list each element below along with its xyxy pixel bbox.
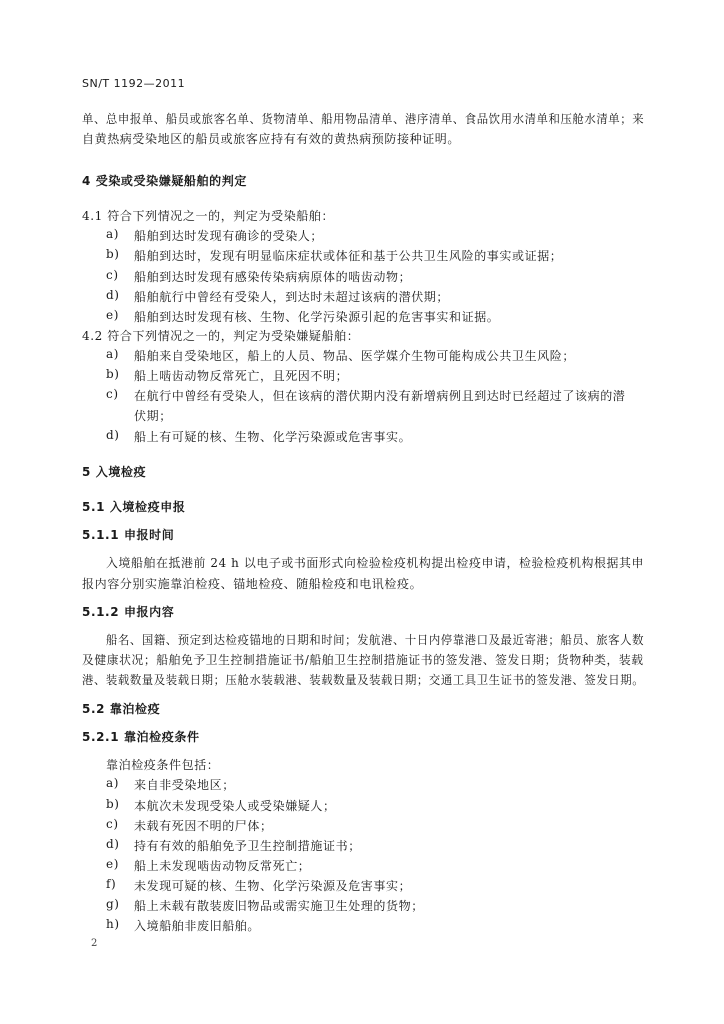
clause-4-1-item-e: 船舶到达时发现有核、生物、化学污染源引起的危害事实和证据。 <box>134 310 500 324</box>
clause-4-1-item-d: 船舶航行中曾经有受染人，到达时未超过该病的潜伏期； <box>134 290 450 304</box>
clause-5-2-1-mark-b: b) <box>106 797 120 811</box>
clause-4-1-mark-d: d) <box>106 288 120 302</box>
clause-4-2-lead: 4.2 符合下列情况之一的，判定为受染嫌疑船舶： <box>82 329 360 343</box>
clause-5-2-heading: 5.2 靠泊检疫 <box>82 702 161 716</box>
clause-4-2-mark-a: a) <box>106 347 120 361</box>
clause-5-2-1-item-e: 船上未发现啮齿动物反常死亡； <box>134 859 311 873</box>
clause-5-2-1-item-g: 船上未载有散装废旧物品或需实施卫生处理的货物； <box>134 899 424 913</box>
clause-5-2-1-item-b: 本航次未发现受染人或受染嫌疑人； <box>134 799 336 813</box>
clause-5-2-1-item-a: 来自非受染地区； <box>134 778 235 792</box>
clause-5-2-1-mark-h: h) <box>106 917 120 931</box>
clause-4-1-item-b: 船舶到达时，发现有明显临床症状或体征和基于公共卫生风险的事实或证据； <box>134 249 563 263</box>
clause-5-2-1-mark-a: a) <box>106 776 120 790</box>
section-4-heading: 4 受染或受染嫌疑船舶的判定 <box>82 174 247 188</box>
clause-4-1-item-c: 船舶到达时发现有感染传染病病原体的啮齿动物； <box>134 270 412 284</box>
clause-4-2-item-c-cont: 伏期； <box>134 409 172 423</box>
intro-line-2: 自黄热病受染地区的船员或旅客应持有有效的黄热病预防接种证明。 <box>82 132 461 146</box>
page-number: 2 <box>91 938 98 949</box>
clause-5-1-1-line-1: 入境船舶在抵港前 24 h 以电子或书面形式向检验检疫机构提出检疫申请，检验检疫机构根据其申 <box>106 556 645 570</box>
clause-4-2-item-d: 船上有可疑的核、生物、化学污染源或危害事实。 <box>134 430 412 444</box>
clause-4-1-lead: 4.1 符合下列情况之一的，判定为受染船舶： <box>82 209 335 223</box>
clause-5-2-1-mark-e: e) <box>106 857 119 871</box>
clause-5-1-heading: 5.1 入境检疫申报 <box>82 500 186 514</box>
clause-5-2-1-item-f: 未发现可疑的核、生物、化学污染源及危害事实； <box>134 879 412 893</box>
clause-5-1-2-line-3: 港、装载数量及装载日期；压舱水装载港、装载数量及装载日期；交通工具卫生证书的签发港、签发日期。 <box>82 673 645 687</box>
clause-4-2-item-b: 船上啮齿动物反常死亡，且死因不明； <box>134 369 349 383</box>
clause-4-2-item-a: 船舶来自受染地区，船上的人员、物品、医学媒介生物可能构成公共卫生风险； <box>134 349 576 363</box>
clause-5-1-2-line-1: 船名、国籍、预定到达检疫锚地的日期和时间；发航港、十日内停靠港口及最近寄港；船员、旅客人数 <box>106 633 645 647</box>
clause-4-1-mark-c: c) <box>106 268 119 282</box>
clause-4-2-mark-b: b) <box>106 367 120 381</box>
clause-5-2-1-item-d: 持有有效的船舶免予卫生控制措施证书； <box>134 839 361 853</box>
clause-5-2-1-heading: 5.2.1 靠泊检疫条件 <box>82 730 200 744</box>
clause-5-1-2-line-2: 及健康状况；船舶免予卫生控制措施证书/船舶卫生控制措施证书的签发港、签发日期；货物种类，装载 <box>82 653 644 667</box>
clause-5-1-1-heading: 5.1.1 申报时间 <box>82 528 175 542</box>
clause-4-2-mark-d: d) <box>106 428 120 442</box>
clause-5-2-1-mark-c: c) <box>106 817 119 831</box>
clause-4-2-mark-c: c) <box>106 387 119 401</box>
clause-5-2-1-mark-f: f) <box>106 877 117 891</box>
clause-4-1-mark-e: e) <box>106 308 119 322</box>
clause-5-2-1-mark-d: d) <box>106 837 120 851</box>
clause-5-1-1-line-2: 报内容分别实施靠泊检疫、锚地检疫、随船检疫和电讯检疫。 <box>82 577 423 591</box>
clause-5-1-2-heading: 5.1.2 申报内容 <box>82 605 175 619</box>
clause-4-1-item-a: 船舶到达时发现有确诊的受染人； <box>134 229 324 243</box>
clause-5-2-1-mark-g: g) <box>106 897 120 911</box>
clause-5-2-1-item-c: 未载有死因不明的尸体； <box>134 819 273 833</box>
intro-line-1: 单、总申报单、船员或旅客名单、货物清单、船用物品清单、港序清单、食品饮用水清单和压舱水清单；来 <box>82 112 645 126</box>
section-5-heading: 5 入境检疫 <box>82 465 147 479</box>
clause-4-1-mark-a: a) <box>106 227 120 241</box>
clause-4-2-item-c: 在航行中曾经有受染人，但在该病的潜伏期内没有新增病例且到达时已经超过了该病的潜 <box>134 389 626 403</box>
clause-5-2-1-item-h: 入境船舶非废旧船舶。 <box>134 919 261 933</box>
clause-4-1-mark-b: b) <box>106 247 120 261</box>
document-code-header: SN/T 1192—2011 <box>82 77 186 90</box>
clause-5-2-1-lead: 靠泊检疫条件包括： <box>106 758 220 772</box>
